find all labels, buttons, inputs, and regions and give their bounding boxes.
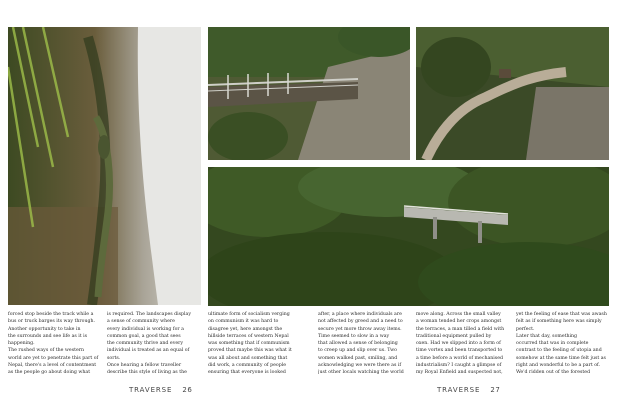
valley-bridge-photo (208, 167, 609, 306)
bridge-photo (208, 27, 410, 160)
folio-label: TRAVERSE (129, 386, 173, 394)
left-folio (129, 386, 192, 394)
left-text-column-2: is required. The landscapes display a sense of community where every individual is working for a common goal, a good that sees the community thrive and every individual is treated as an equal of sorts. Once hearing a fellow traveller describe this style of living as the (107, 312, 191, 376)
lizard-photo (8, 27, 201, 305)
folio-label: TRAVERSE (437, 386, 481, 394)
page-number: 26 (182, 386, 193, 394)
lizard-photo-art (8, 27, 201, 305)
left-text-column-1: forced stop beside the track while a bus or truck barges its way through. Another opportunity to take in the surrounds and see life as it is happening. The rushed ways of the western world are yet to penetrate this part of Nepal, there's a level of contentment as the people go about doing what (8, 312, 99, 376)
road-photo-art (416, 27, 609, 160)
right-text-column-2: move along. Across the small valley a woman tended her crops amongst the terraces, a man tilled a field with traditional equipment pulled by oxen. Had we slipped into a form of time vortex and been transported to a time before a world of mechanised industrialism? I caught a glimpse of my Royal Enfield and suspected not, (416, 312, 505, 376)
right-text-column-3: yet the feeling of ease that was awash felt as if something here was simply perfect. Later that day, something occurred that was in complete contrast to the feeling of utopia and somehow at the same time felt just as right and wonderful to be a part of. We'd ridden out of the forested (516, 312, 607, 376)
right-text-column-1: after, a place where individuals are not affected by greed and a need to secure yet more throw away items. Time seemed to slow in a way that allowed a sense of belonging to creep up and slip over us. Two women walked past, smiling, and acknowledging we were there as if just other locals watching the world (318, 312, 404, 376)
left-text-column-3: ultimate form of socialism verging on communism it was hard to disagree yet, here amongst the hillside terraces of western Nepal was something that if communism proved that maybe this was what it was all about and something that did work, a community of people ensuring that everyone is looked (208, 312, 292, 376)
road-photo (416, 27, 609, 160)
page-number: 27 (490, 386, 501, 394)
valley-bridge-photo-art (208, 167, 609, 306)
bridge-photo-art (208, 27, 410, 160)
right-folio (437, 386, 500, 394)
